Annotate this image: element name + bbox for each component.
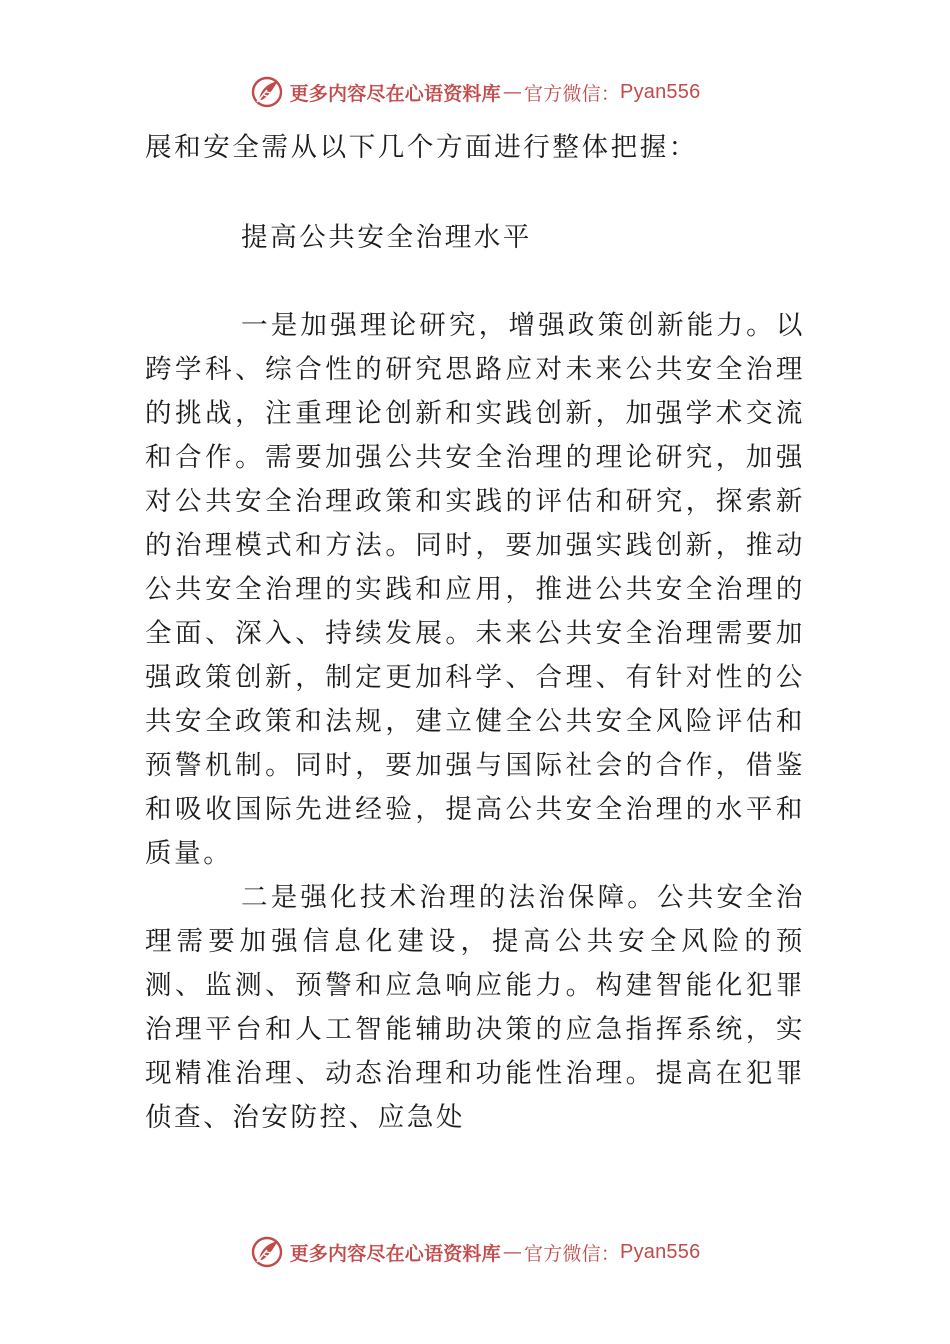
leaf-logo-icon <box>250 75 284 109</box>
header-banner[interactable] <box>0 74 950 110</box>
banner-wechat-label: 官方微信： <box>524 1242 621 1265</box>
footer-banner[interactable] <box>0 1234 950 1270</box>
banner-wechat-label: 官方微信： <box>524 82 621 105</box>
section-heading: 提高公共安全治理水平 <box>241 222 532 253</box>
banner-dash: — <box>502 81 523 103</box>
banner-title: 更多内容尽在心语资料库 <box>289 82 501 105</box>
banner-dash: — <box>502 1241 523 1263</box>
paragraph-one: 一是加强理论研究，增强政策创新能力。以跨学科、综合性的研究思路应对未来公共安全治理的挑战，注重理论创新和实践创新，加强学术交流和合作。需要加强公共安全治理的理论研究，加强对公共安全治理政策和实践的评估和研究，探索新的治理模式和方法。同时，要加强实践创新，推动公共安全治理的实践和应用，推进公共安全治理的全面、深入、持续发展。未来公共安全治理需要加强政策创新，制定更加科学、合理、有针对性的公共安全政策和法规，建立健全公共安全风险评估和预警机制。同时，要加强与国际社会的合作，借鉴和吸收国际先进经验，提高公共安全治理的水平和质量。 <box>145 310 805 869</box>
banner-title: 更多内容尽在心语资料库 <box>289 1242 501 1265</box>
paragraph-two: 二是强化技术治理的法治保障。公共安全治理需要加强信息化建设，提高公共安全风险的预测、监测、预警和应急响应能力。构建智能化犯罪治理平台和人工智能辅助决策的应急指挥系统，实现精准治理、动态治理和功能性治理。提高在犯罪侦查、治安防控、应急处 <box>145 882 805 1133</box>
banner-wechat-id: Pyan556 <box>620 1240 701 1263</box>
lead-line: 展和安全需从以下几个方面进行整体把握： <box>145 132 698 163</box>
leaf-logo-icon <box>250 1235 284 1269</box>
banner-wechat-id: Pyan556 <box>620 80 701 103</box>
